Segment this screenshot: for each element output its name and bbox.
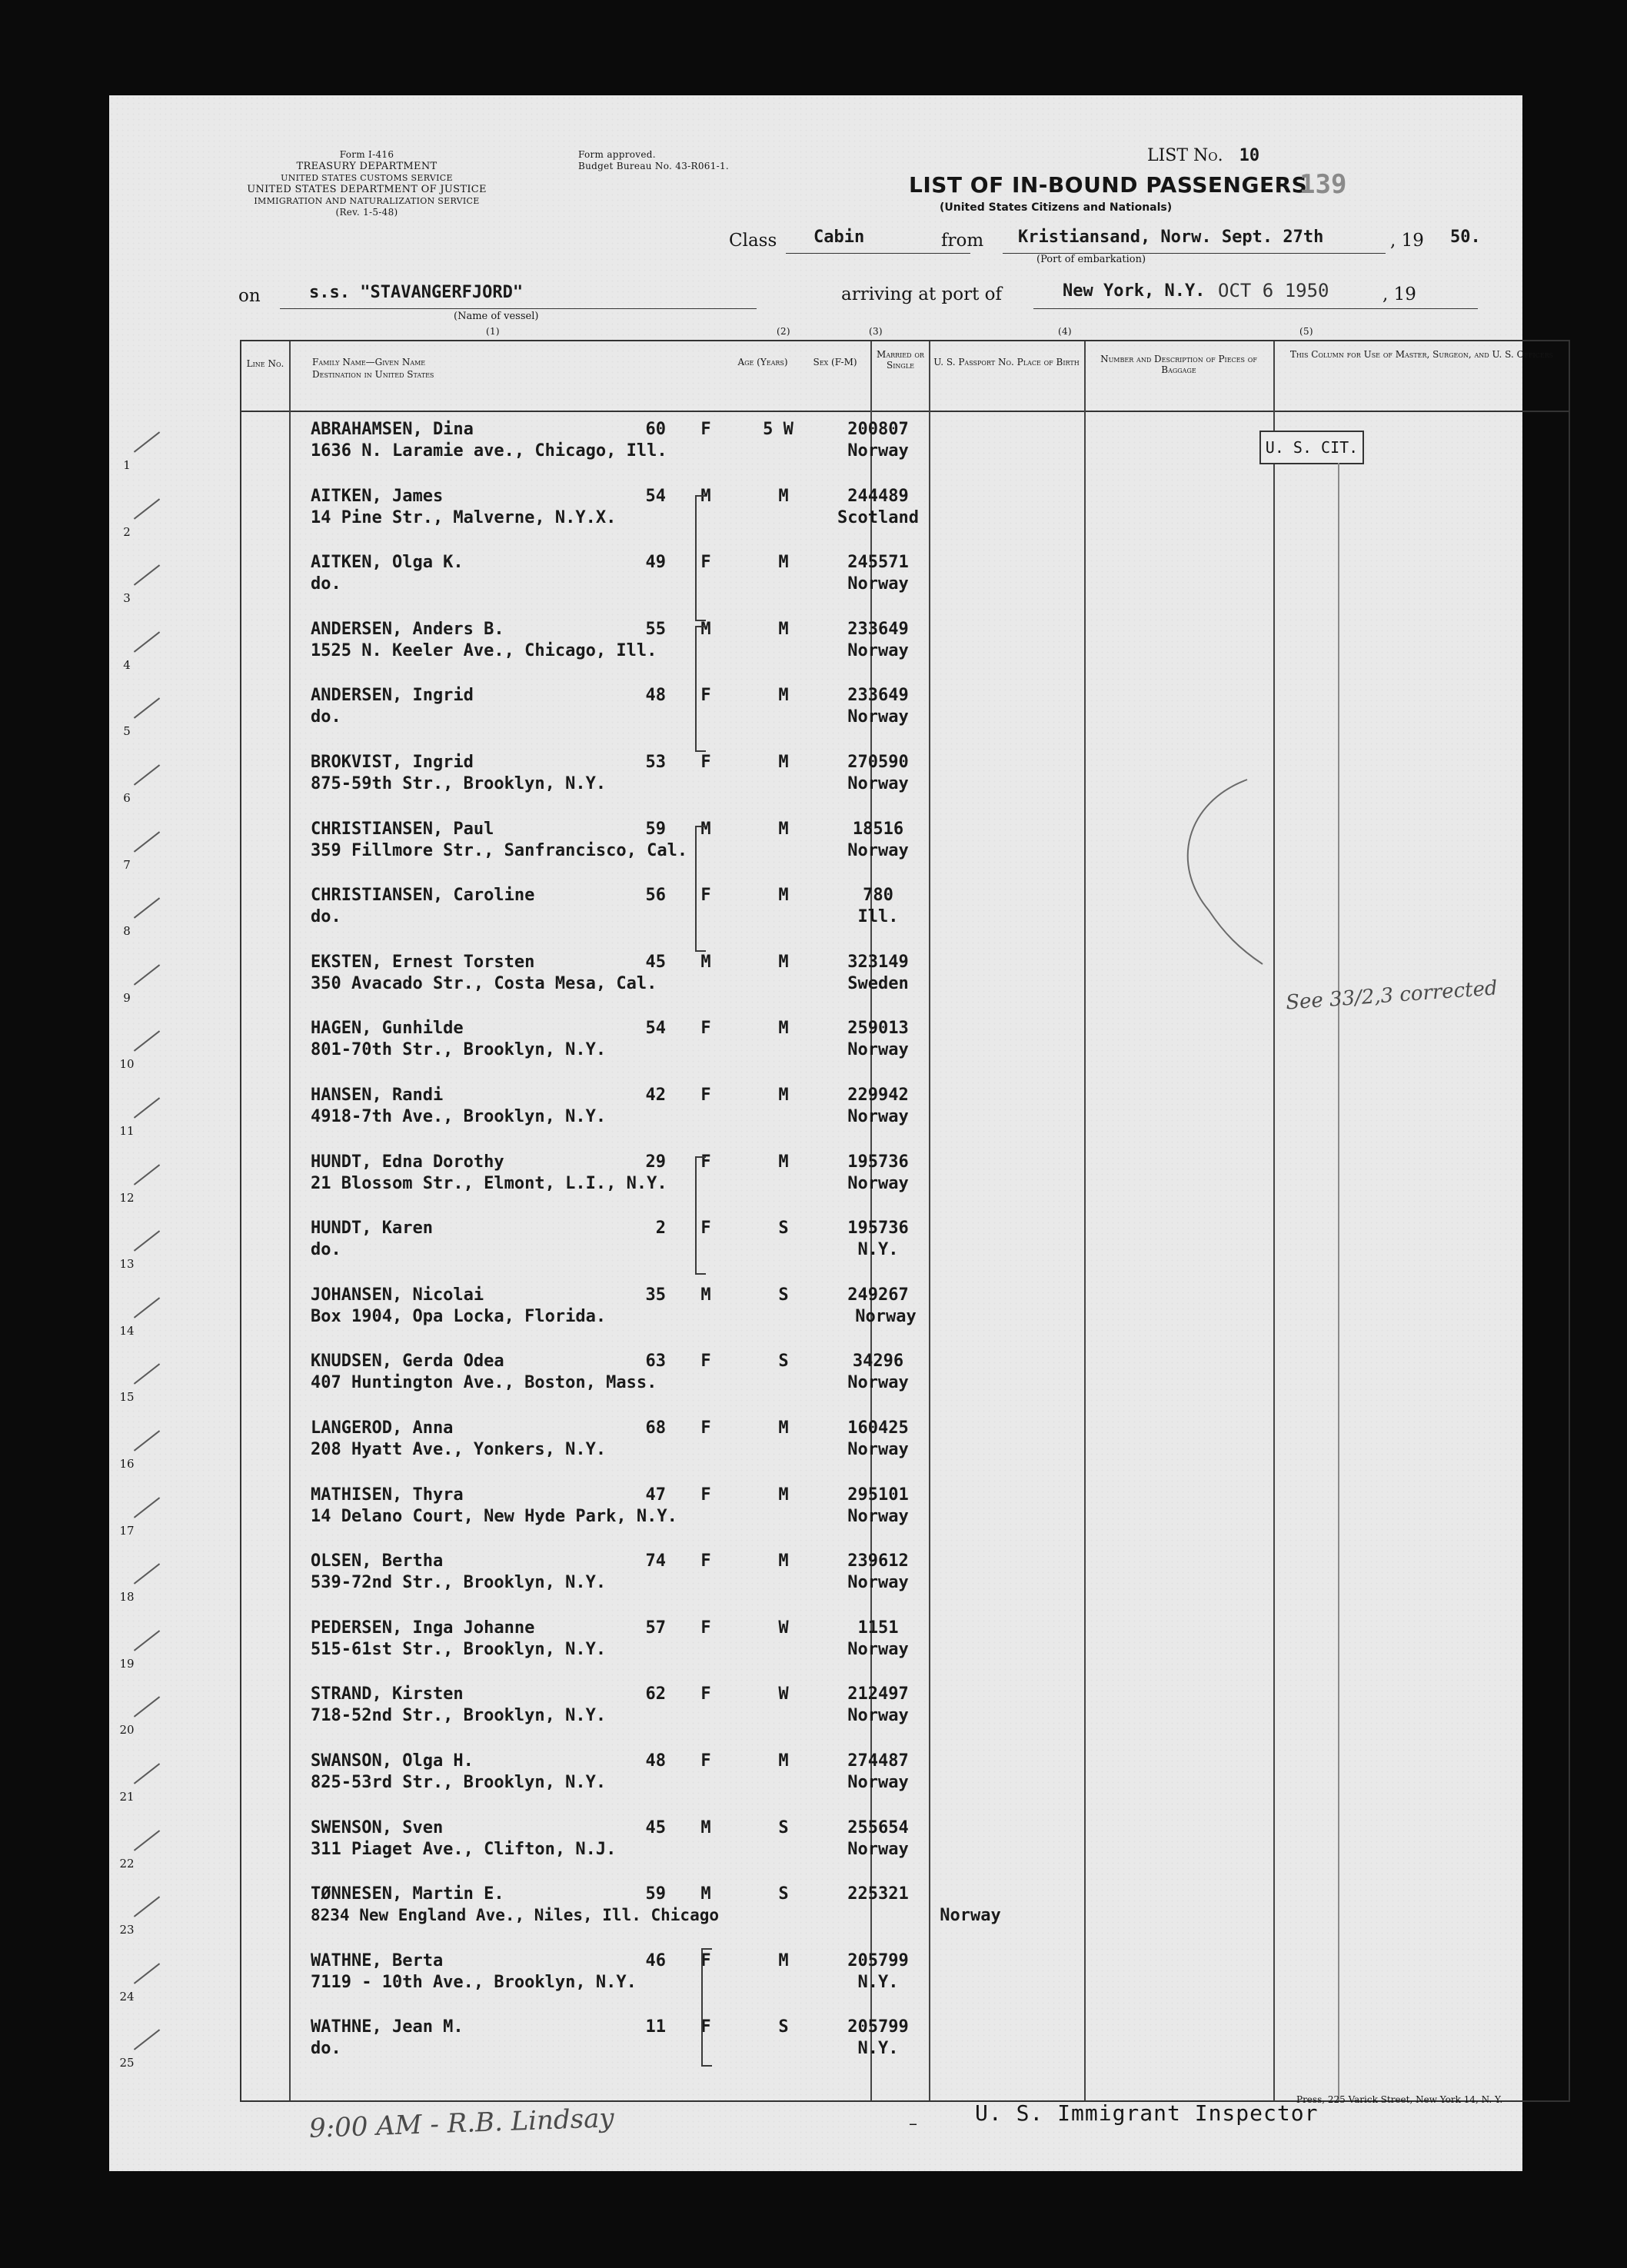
- line-number: 13: [119, 1257, 135, 1272]
- ins-service: IMMIGRATION AND NATURALIZATION SERVICE: [254, 196, 480, 206]
- passenger-marital-status: M: [778, 1751, 789, 1771]
- passenger-age: 48: [645, 686, 666, 706]
- passenger-age: 47: [645, 1485, 666, 1505]
- passenger-name: EKSTEN, Ernest Torsten: [311, 952, 535, 972]
- place-of-birth: Norway: [847, 707, 909, 727]
- passenger-age: 35: [645, 1285, 666, 1305]
- passenger-age: 68: [645, 1418, 666, 1438]
- col-number-4: (4): [1058, 326, 1072, 337]
- passenger-sex: F: [700, 553, 711, 573]
- passenger-name: AITKEN, Olga K.: [311, 553, 464, 573]
- passport-number: 239612: [847, 1551, 909, 1571]
- passport-number: 255654: [847, 1817, 909, 1837]
- form-approval: [578, 149, 824, 172]
- list-number-value: 10: [1239, 146, 1260, 165]
- passenger-sex: F: [700, 1152, 711, 1172]
- passenger-name: HAGEN, Gunhilde: [311, 1019, 464, 1039]
- passenger-sex: F: [700, 753, 711, 772]
- col-name: Family Name—Given Name: [312, 357, 426, 367]
- passenger-name: KNUDSEN, Gerda Odea: [311, 1352, 504, 1372]
- passenger-marital-status: S: [778, 2017, 789, 2037]
- passenger-sex: M: [700, 1285, 711, 1305]
- passport-number: 233649: [847, 619, 909, 639]
- col-married: Married or Single: [877, 349, 924, 371]
- passenger-name: HUNDT, Edna Dorothy: [311, 1152, 504, 1172]
- passenger-sex: F: [700, 1352, 711, 1372]
- passenger-destination: 1636 N. Laramie ave., Chicago, Ill.: [311, 441, 667, 461]
- line-number: 11: [119, 1124, 135, 1138]
- passenger-destination: 350 Avacado Str., Costa Mesa, Cal.: [311, 973, 657, 993]
- passenger-destination: 8234 New England Ave., Niles, Ill. Chicago: [311, 1906, 720, 1925]
- passenger-marital-status: W: [778, 1684, 789, 1704]
- passenger-marital-status: W: [778, 1618, 789, 1638]
- passenger-marital-status: S: [778, 1285, 789, 1305]
- line-number: 21: [119, 1790, 135, 1804]
- embarkation-port: Kristiansand, Norw. Sept. 27th: [1018, 228, 1324, 247]
- page-title: LIST OF IN-BOUND PASSENGERS: [909, 172, 1308, 198]
- line-number: 18: [119, 1590, 135, 1605]
- passport-number: 212497: [847, 1684, 909, 1704]
- line-number: 4: [123, 657, 131, 672]
- line-number: 23: [119, 1923, 135, 1937]
- handwritten-time-signature: 9:00 AM - R.B. Lindsay: [308, 2103, 615, 2144]
- line-number: 9: [123, 990, 131, 1005]
- passport-number: 323149: [847, 952, 909, 972]
- us-citizen-stamp-text: U. S. CIT.: [1265, 438, 1359, 457]
- form-number: Form I-416: [339, 149, 394, 160]
- passport-number: 225321: [847, 1884, 909, 1904]
- passenger-sex: F: [700, 1684, 711, 1704]
- passport-number: 160425: [847, 1418, 909, 1438]
- passenger-age: 11: [645, 2017, 666, 2037]
- passport-number: 195736: [847, 1219, 909, 1239]
- stamp-tail-line: [1338, 463, 1339, 2100]
- passenger-age: 45: [645, 1817, 666, 1837]
- passenger-destination: 875-59th Str., Brooklyn, N.Y.: [311, 774, 607, 793]
- revision-date: (Rev. 1-5-48): [335, 207, 398, 218]
- form-agency-block: [225, 149, 509, 218]
- passenger-age: 45: [645, 952, 666, 972]
- passenger-name: WATHNE, Berta: [311, 1950, 444, 1970]
- passenger-sex: M: [700, 486, 711, 506]
- customs-service: UNITED STATES CUSTOMS SERVICE: [281, 173, 453, 183]
- passenger-row-10: [109, 1009, 1522, 1076]
- passenger-marital-status: S: [778, 1817, 789, 1837]
- arrival-date-stamp: OCT 6 1950: [1218, 280, 1329, 301]
- place-of-birth: Norway: [847, 1440, 909, 1459]
- passenger-destination: Box 1904, Opa Locka, Florida.: [311, 1306, 607, 1326]
- col-number-2: (2): [777, 326, 790, 337]
- passport-number: 195736: [847, 1152, 909, 1172]
- passenger-marital-status: M: [778, 1418, 789, 1438]
- place-of-birth: Norway: [940, 1906, 1001, 1926]
- treasury-dept: TREASURY DEPARTMENT: [296, 161, 438, 172]
- year-suffix: , 19: [1382, 284, 1416, 304]
- passenger-age: 46: [645, 1950, 666, 1970]
- passenger-row-5: [109, 677, 1522, 743]
- place-of-birth: Ill.: [857, 907, 899, 927]
- passenger-marital-status: M: [778, 1551, 789, 1571]
- passenger-sex: M: [700, 952, 711, 972]
- passenger-row-25: [109, 2008, 1522, 2075]
- passenger-destination: 1525 N. Keeler Ave., Chicago, Ill.: [311, 640, 657, 660]
- passenger-marital-status: S: [778, 1884, 789, 1904]
- passenger-age: 63: [645, 1352, 666, 1372]
- place-of-birth: Norway: [847, 1773, 909, 1792]
- passenger-marital-status: M: [778, 553, 789, 573]
- place-of-birth: Norway: [847, 1040, 909, 1060]
- passenger-marital-status: M: [778, 686, 789, 706]
- passenger-row-21: [109, 1742, 1522, 1809]
- passenger-name: STRAND, Kirsten: [311, 1684, 464, 1704]
- passenger-age: 29: [645, 1152, 666, 1172]
- passport-number: 270590: [847, 753, 909, 772]
- passenger-age: 60: [645, 420, 666, 439]
- passport-number: 780: [863, 886, 893, 906]
- passenger-destination: do.: [311, 907, 341, 927]
- passenger-row-6: [109, 743, 1522, 810]
- passenger-destination: 407 Huntington Ave., Boston, Mass.: [311, 1373, 657, 1393]
- passenger-marital-status: M: [778, 753, 789, 772]
- passenger-age: 62: [645, 1684, 666, 1704]
- printer-imprint: Press, 225 Varick Street, New York 14, N. Y.: [1296, 2094, 1503, 2105]
- passport-number: 259013: [847, 1019, 909, 1039]
- col-number-3: (3): [869, 326, 883, 337]
- passenger-sex: F: [700, 1751, 711, 1771]
- place-of-birth: Norway: [847, 774, 909, 793]
- passenger-sex: F: [700, 1950, 711, 1970]
- passenger-marital-status: M: [778, 619, 789, 639]
- arrival-port: New York, N.Y.: [1063, 281, 1206, 301]
- line-number: 12: [119, 1190, 135, 1205]
- passenger-sex: F: [700, 2017, 711, 2037]
- passenger-destination: 801-70th Str., Brooklyn, N.Y.: [311, 1040, 607, 1060]
- line-number: 22: [119, 1856, 135, 1871]
- passport-number: 200807: [847, 420, 909, 439]
- line-number: 7: [123, 857, 131, 872]
- passport-number: 295101: [847, 1485, 909, 1505]
- passenger-row-16: [109, 1409, 1522, 1476]
- passenger-age: 49: [645, 553, 666, 573]
- justice-dept: UNITED STATES DEPARTMENT OF JUSTICE: [247, 184, 487, 195]
- passenger-row-12: [109, 1143, 1522, 1210]
- line-number: 24: [119, 1989, 135, 2004]
- passenger-name: HUNDT, Karen: [311, 1219, 433, 1239]
- col-age: Age (Years): [737, 357, 788, 367]
- passenger-name: AITKEN, James: [311, 486, 444, 506]
- passenger-age: 42: [645, 1086, 666, 1105]
- passenger-sex: M: [700, 819, 711, 839]
- passenger-marital-status: M: [778, 1086, 789, 1105]
- place-of-birth: Norway: [847, 1373, 909, 1393]
- line-number: 10: [119, 1057, 135, 1072]
- from-label: from: [941, 231, 984, 251]
- passenger-row-23: [109, 1875, 1522, 1942]
- passenger-row-7: [109, 810, 1522, 877]
- passenger-sex: F: [700, 420, 711, 439]
- passenger-name: HANSEN, Randi: [311, 1086, 444, 1105]
- passenger-name: ANDERSEN, Ingrid: [311, 686, 474, 706]
- passenger-rows: [109, 411, 1522, 2102]
- passport-number: 205799: [847, 2017, 909, 2037]
- passenger-row-15: [109, 1342, 1522, 1409]
- passenger-name: CHRISTIANSEN, Paul: [311, 819, 494, 839]
- passenger-name: PEDERSEN, Inga Johanne: [311, 1618, 535, 1638]
- passport-number: 233649: [847, 686, 909, 706]
- passenger-destination: 359 Fillmore Str., Sanfrancisco, Cal.: [311, 840, 688, 860]
- passenger-sex: M: [700, 619, 711, 639]
- passenger-age: 2: [655, 1219, 666, 1239]
- passenger-row-14: [109, 1276, 1522, 1343]
- passenger-age: 55: [645, 619, 666, 639]
- passenger-sex: F: [700, 1086, 711, 1105]
- passenger-marital-status: M: [778, 1019, 789, 1039]
- dash-mark: –: [909, 2114, 917, 2133]
- place-of-birth: Norway: [847, 1639, 909, 1659]
- line-number: 8: [123, 924, 131, 939]
- passenger-destination: 311 Piaget Ave., Clifton, N.J.: [311, 1839, 617, 1859]
- col-passport: U. S. Passport No. Place of Birth: [933, 357, 1080, 367]
- passenger-marital-status: M: [778, 886, 789, 906]
- passport-number: 18516: [852, 819, 904, 839]
- passenger-destination: do.: [311, 707, 341, 727]
- passenger-row-20: [109, 1675, 1522, 1742]
- passenger-row-19: [109, 1609, 1522, 1676]
- line-number: 14: [119, 1323, 135, 1338]
- passenger-destination: 7119 - 10th Ave., Brooklyn, N.Y.: [311, 1972, 637, 1992]
- line-number: 16: [119, 1457, 135, 1471]
- passenger-age: 59: [645, 819, 666, 839]
- passenger-name: ANDERSEN, Anders B.: [311, 619, 504, 639]
- passenger-sex: F: [700, 686, 711, 706]
- line-number: 15: [119, 1390, 135, 1405]
- passenger-row-17: [109, 1476, 1522, 1543]
- passenger-row-8: [109, 876, 1522, 943]
- passenger-destination: 539-72nd Str., Brooklyn, N.Y.: [311, 1573, 607, 1593]
- passenger-marital-status: M: [778, 1485, 789, 1505]
- passenger-sex: M: [700, 1884, 711, 1904]
- place-of-birth: Norway: [847, 1506, 909, 1526]
- line-number: 19: [119, 1656, 135, 1671]
- list-label: LIST No.: [1147, 146, 1223, 165]
- year-prefix: , 19: [1390, 231, 1424, 251]
- place-of-birth: Norway: [847, 574, 909, 594]
- passenger-row-22: [109, 1809, 1522, 1876]
- passenger-name: WATHNE, Jean M.: [311, 2017, 464, 2037]
- passenger-destination: 14 Delano Court, New Hyde Park, N.Y.: [311, 1506, 677, 1526]
- passenger-destination: 14 Pine Str., Malverne, N.Y.X.: [311, 507, 617, 527]
- arriving-label: arriving at port of: [841, 284, 1002, 304]
- passenger-marital-status: S: [778, 1219, 789, 1239]
- passenger-destination: 4918-7th Ave., Brooklyn, N.Y.: [311, 1107, 607, 1126]
- class-label: Class: [729, 231, 777, 251]
- line-number: 3: [123, 591, 131, 606]
- passenger-marital-status: M: [778, 486, 789, 506]
- passenger-destination: 825-53rd Str., Brooklyn, N.Y.: [311, 1773, 607, 1792]
- passenger-row-11: [109, 1076, 1522, 1143]
- line-number: 20: [119, 1723, 135, 1738]
- col-sex: Sex (F-M): [813, 357, 857, 367]
- passenger-name: BROKVIST, Ingrid: [311, 753, 474, 772]
- passport-number: 1151: [857, 1618, 899, 1638]
- page-number-stamp: 139: [1299, 169, 1347, 200]
- passenger-destination: 21 Blossom Str., Elmont, L.I., N.Y.: [311, 1173, 667, 1193]
- place-of-birth: Sweden: [847, 973, 909, 993]
- passenger-sex: F: [700, 1418, 711, 1438]
- passport-number: 229942: [847, 1086, 909, 1105]
- passenger-name: JOHANSEN, Nicolai: [311, 1285, 484, 1305]
- place-of-birth: Norway: [847, 1173, 909, 1193]
- place-of-birth: Norway: [847, 1107, 909, 1126]
- vessel-name: s.s. "STAVANGERFJORD": [309, 283, 524, 302]
- passenger-marital-status: M: [778, 952, 789, 972]
- handwritten-correction-note: See 33/2,3 corrected: [1285, 976, 1499, 1015]
- passenger-marital-status: M: [778, 1950, 789, 1970]
- place-of-birth: N.Y.: [857, 2039, 899, 2059]
- embarkation-note: (Port of embarkation): [1036, 254, 1146, 265]
- passenger-name: SWANSON, Olga H.: [311, 1751, 474, 1771]
- passport-number: 249267: [847, 1285, 909, 1305]
- page-subtitle: (United States Citizens and Nationals): [940, 201, 1173, 214]
- passenger-destination: do.: [311, 574, 341, 594]
- passenger-name: SWENSON, Sven: [311, 1817, 444, 1837]
- vessel-note: (Name of vessel): [454, 311, 539, 322]
- passenger-destination: 515-61st Str., Brooklyn, N.Y.: [311, 1639, 607, 1659]
- passenger-sex: F: [700, 1485, 711, 1505]
- line-number: 6: [123, 791, 131, 805]
- passenger-marital-status: M: [778, 819, 789, 839]
- passenger-row-2: [109, 477, 1522, 544]
- passenger-age: 57: [645, 1618, 666, 1638]
- passenger-sex: F: [700, 1219, 711, 1239]
- passenger-row-13: [109, 1209, 1522, 1276]
- line-number: 1: [123, 458, 131, 472]
- passenger-marital-status: 5 W: [763, 420, 794, 439]
- passport-number: 274487: [847, 1751, 909, 1771]
- passenger-row-4: [109, 610, 1522, 677]
- passenger-age: 56: [645, 886, 666, 906]
- place-of-birth: Norway: [847, 640, 909, 660]
- passenger-name: MATHISEN, Thyra: [311, 1485, 464, 1505]
- passenger-destination: do.: [311, 1240, 341, 1260]
- passenger-name: ABRAHAMSEN, Dina: [311, 420, 474, 439]
- passenger-age: 74: [645, 1551, 666, 1571]
- line-number: 17: [119, 1523, 135, 1538]
- on-label: on: [238, 286, 261, 306]
- passenger-sex: M: [700, 1817, 711, 1837]
- line-number: 5: [123, 724, 131, 739]
- pencil-curve-mark: [1155, 772, 1278, 972]
- passport-number: 205799: [847, 1950, 909, 1970]
- passenger-destination: 718-52nd Str., Brooklyn, N.Y.: [311, 1706, 607, 1726]
- place-of-birth: Norway: [847, 1706, 909, 1726]
- passport-number: 245571: [847, 553, 909, 573]
- place-of-birth: Scotland: [837, 507, 919, 527]
- manifest-page: [109, 95, 1554, 2171]
- passenger-sex: F: [700, 1618, 711, 1638]
- passenger-age: 54: [645, 1019, 666, 1039]
- place-of-birth: Norway: [847, 1573, 909, 1593]
- line-number: 2: [123, 524, 131, 539]
- passenger-row-3: [109, 544, 1522, 610]
- us-citizen-stamp: [1259, 431, 1364, 464]
- col-number-5: (5): [1299, 326, 1313, 337]
- col-line-no: Line No.: [246, 358, 284, 369]
- passenger-destination: 208 Hyatt Ave., Yonkers, N.Y.: [311, 1440, 607, 1459]
- passport-number: 34296: [852, 1352, 904, 1372]
- place-of-birth: N.Y.: [857, 1240, 899, 1260]
- place-of-birth: Norway: [855, 1306, 917, 1326]
- class-value: Cabin: [814, 228, 865, 247]
- passenger-destination: do.: [311, 2039, 341, 2059]
- passenger-row-24: [109, 1942, 1522, 2009]
- passenger-age: 53: [645, 753, 666, 772]
- passenger-marital-status: M: [778, 1152, 789, 1172]
- col-destination: Destination in United States: [312, 369, 434, 380]
- passenger-age: 59: [645, 1884, 666, 1904]
- passenger-age: 54: [645, 486, 666, 506]
- passenger-sex: F: [700, 886, 711, 906]
- budget-bureau: Budget Bureau No. 43-R061-1.: [578, 161, 730, 171]
- place-of-birth: N.Y.: [857, 1972, 899, 1992]
- passport-number: 244489: [847, 486, 909, 506]
- list-number: [1147, 146, 1259, 165]
- place-of-birth: Norway: [847, 441, 909, 461]
- place-of-birth: Norway: [847, 1839, 909, 1859]
- passenger-row-18: [109, 1542, 1522, 1609]
- line-number: 25: [119, 2056, 135, 2070]
- passenger-sex: F: [700, 1019, 711, 1039]
- place-of-birth: Norway: [847, 840, 909, 860]
- passenger-name: LANGEROD, Anna: [311, 1418, 454, 1438]
- passenger-age: 48: [645, 1751, 666, 1771]
- immigrant-inspector-label: U. S. Immigrant Inspector: [975, 2100, 1319, 2126]
- form-approved: Form approved.: [578, 149, 656, 160]
- passenger-name: OLSEN, Bertha: [311, 1551, 444, 1571]
- passenger-marital-status: S: [778, 1352, 789, 1372]
- passenger-sex: F: [700, 1551, 711, 1571]
- col-officers: This Column for Use of Master, Surgeon, and U. S. Officers: [1289, 349, 1554, 360]
- passenger-name: CHRISTIANSEN, Caroline: [311, 886, 535, 906]
- passenger-name: TØNNESEN, Martin E.: [311, 1884, 504, 1904]
- departure-year: 50.: [1450, 228, 1481, 247]
- col-number-1: (1): [486, 326, 500, 337]
- col-baggage: Number and Description of Pieces of Baggage: [1100, 354, 1257, 375]
